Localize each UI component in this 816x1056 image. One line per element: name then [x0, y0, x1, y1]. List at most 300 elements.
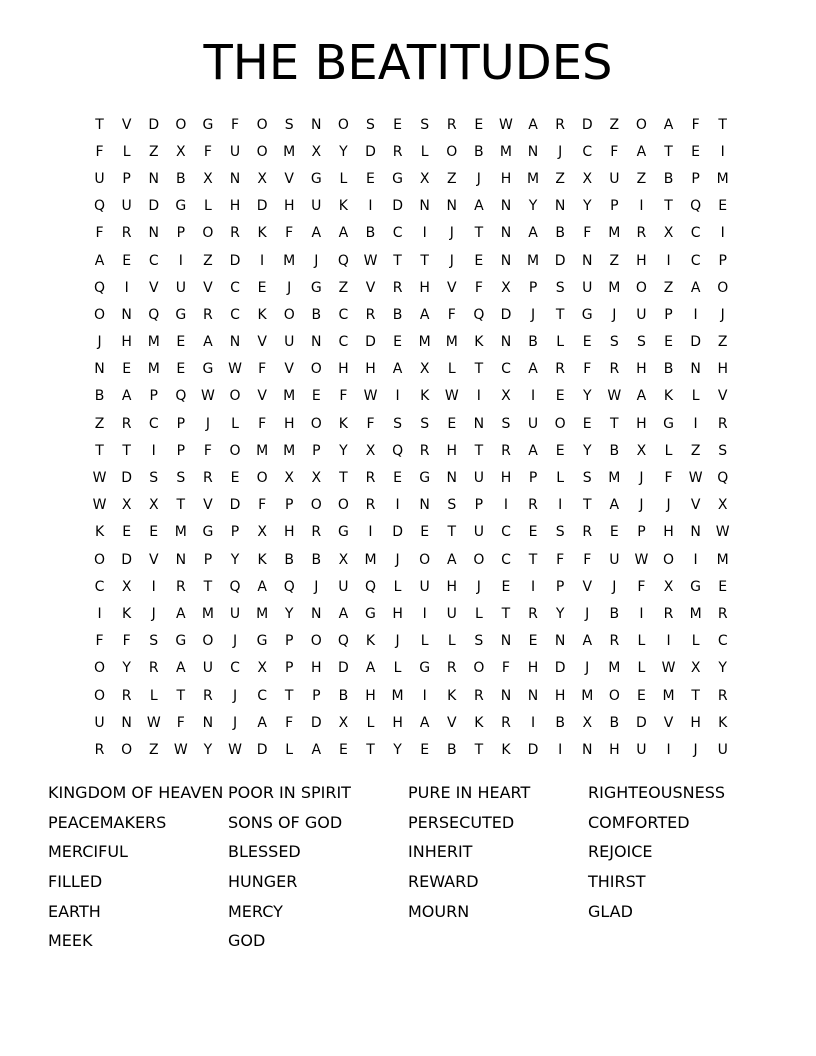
- grid-letter[interactable]: M: [608, 279, 621, 296]
- grid-letter[interactable]: I: [558, 497, 563, 514]
- grid-letter[interactable]: Y: [582, 198, 592, 215]
- grid-letter[interactable]: Y: [203, 741, 213, 758]
- grid-letter[interactable]: I: [368, 198, 373, 215]
- grid-letter[interactable]: F: [556, 551, 565, 568]
- grid-letter[interactable]: D: [365, 334, 376, 351]
- grid-letter[interactable]: P: [284, 633, 294, 650]
- grid-letter[interactable]: P: [312, 687, 321, 704]
- grid-letter[interactable]: P: [176, 225, 186, 242]
- grid-letter[interactable]: X: [121, 578, 132, 595]
- grid-letter[interactable]: D: [636, 714, 647, 731]
- grid-letter[interactable]: L: [691, 388, 700, 405]
- grid-letter[interactable]: W: [661, 660, 676, 677]
- grid-letter[interactable]: J: [449, 225, 454, 242]
- grid-letter[interactable]: T: [474, 741, 484, 758]
- grid-letter[interactable]: W: [499, 116, 513, 133]
- grid-letter[interactable]: O: [554, 415, 566, 432]
- grid-letter[interactable]: T: [176, 497, 186, 514]
- grid-letter[interactable]: S: [420, 415, 430, 432]
- grid-letter[interactable]: Y: [284, 605, 294, 622]
- grid-letter[interactable]: R: [473, 687, 484, 704]
- grid-letter[interactable]: T: [176, 687, 186, 704]
- grid-letter[interactable]: R: [203, 687, 213, 704]
- grid-letter[interactable]: H: [338, 361, 349, 378]
- grid-letter[interactable]: E: [474, 116, 484, 133]
- grid-letter[interactable]: M: [283, 252, 296, 269]
- grid-letter[interactable]: I: [639, 605, 644, 622]
- grid-letter[interactable]: E: [718, 578, 728, 595]
- grid-letter[interactable]: O: [202, 225, 214, 242]
- grid-letter[interactable]: Y: [718, 660, 727, 677]
- grid-letter[interactable]: V: [284, 361, 294, 378]
- grid-letter[interactable]: A: [338, 225, 349, 242]
- grid-letter[interactable]: L: [149, 687, 158, 704]
- grid-letter[interactable]: Z: [555, 170, 565, 187]
- grid-letter[interactable]: U: [121, 198, 132, 215]
- grid-letter[interactable]: H: [717, 361, 728, 378]
- grid-letter[interactable]: Y: [230, 551, 240, 568]
- grid-letter[interactable]: M: [689, 605, 702, 622]
- grid-letter[interactable]: B: [528, 334, 538, 351]
- grid-letter[interactable]: G: [175, 633, 187, 650]
- grid-letter[interactable]: L: [339, 170, 348, 187]
- grid-letter[interactable]: O: [229, 442, 241, 459]
- grid-letter[interactable]: C: [690, 225, 701, 242]
- grid-letter[interactable]: T: [555, 306, 565, 323]
- grid-letter[interactable]: W: [146, 714, 161, 731]
- grid-letter[interactable]: N: [554, 198, 566, 215]
- grid-letter[interactable]: W: [363, 252, 378, 269]
- grid-letter[interactable]: I: [260, 252, 265, 269]
- grid-letter[interactable]: C: [230, 306, 240, 323]
- grid-letter[interactable]: H: [311, 660, 322, 677]
- grid-letter[interactable]: E: [555, 442, 565, 459]
- grid-letter[interactable]: X: [176, 143, 186, 160]
- grid-letter[interactable]: Z: [609, 116, 620, 133]
- grid-letter[interactable]: N: [121, 714, 132, 731]
- grid-letter[interactable]: T: [501, 605, 511, 622]
- grid-letter[interactable]: N: [202, 714, 214, 731]
- grid-letter[interactable]: Y: [582, 388, 592, 405]
- grid-letter[interactable]: O: [473, 660, 485, 677]
- grid-letter[interactable]: F: [366, 415, 375, 432]
- grid-letter[interactable]: A: [609, 497, 620, 514]
- grid-letter[interactable]: P: [284, 660, 294, 677]
- grid-letter[interactable]: Q: [283, 578, 295, 595]
- grid-letter[interactable]: I: [666, 741, 671, 758]
- grid-letter[interactable]: H: [283, 524, 295, 541]
- grid-letter[interactable]: C: [338, 334, 349, 351]
- grid-letter[interactable]: F: [122, 633, 131, 650]
- grid-letter[interactable]: V: [148, 551, 159, 568]
- grid-letter[interactable]: L: [285, 741, 294, 758]
- grid-letter[interactable]: D: [256, 741, 268, 758]
- grid-letter[interactable]: R: [717, 605, 728, 622]
- grid-letter[interactable]: U: [284, 334, 295, 351]
- grid-letter[interactable]: L: [231, 415, 239, 432]
- grid-letter[interactable]: O: [94, 687, 106, 704]
- grid-letter[interactable]: K: [338, 415, 348, 432]
- grid-letter[interactable]: V: [203, 497, 213, 514]
- grid-letter[interactable]: N: [500, 198, 512, 215]
- grid-letter[interactable]: R: [121, 415, 132, 432]
- grid-letter[interactable]: V: [203, 279, 213, 296]
- grid-letter[interactable]: P: [664, 306, 673, 323]
- grid-letter[interactable]: O: [202, 633, 214, 650]
- grid-letter[interactable]: Q: [229, 578, 241, 595]
- grid-letter[interactable]: X: [148, 497, 159, 514]
- grid-letter[interactable]: Q: [337, 633, 349, 650]
- grid-letter[interactable]: T: [718, 116, 727, 133]
- grid-letter[interactable]: V: [690, 497, 701, 514]
- grid-letter[interactable]: P: [555, 578, 565, 595]
- grid-letter[interactable]: A: [528, 442, 538, 459]
- grid-letter[interactable]: M: [391, 687, 404, 704]
- grid-letter[interactable]: W: [634, 551, 649, 568]
- grid-letter[interactable]: A: [663, 116, 674, 133]
- grid-letter[interactable]: X: [419, 361, 430, 378]
- grid-letter[interactable]: A: [528, 116, 538, 133]
- grid-letter[interactable]: M: [527, 170, 540, 187]
- grid-letter[interactable]: V: [446, 714, 457, 731]
- grid-letter[interactable]: T: [95, 116, 104, 133]
- grid-letter[interactable]: S: [636, 334, 646, 351]
- grid-letter[interactable]: M: [418, 334, 431, 351]
- grid-letter[interactable]: H: [636, 415, 647, 432]
- grid-letter[interactable]: I: [178, 252, 183, 269]
- grid-letter[interactable]: U: [609, 170, 620, 187]
- grid-letter[interactable]: A: [419, 306, 430, 323]
- grid-letter[interactable]: Y: [122, 660, 131, 677]
- grid-letter[interactable]: X: [284, 470, 294, 487]
- grid-letter[interactable]: N: [121, 306, 132, 323]
- grid-letter[interactable]: W: [228, 361, 242, 378]
- grid-letter[interactable]: E: [447, 415, 457, 432]
- grid-letter[interactable]: B: [311, 306, 322, 323]
- grid-letter[interactable]: B: [446, 741, 457, 758]
- grid-letter[interactable]: R: [582, 524, 593, 541]
- grid-letter[interactable]: X: [338, 714, 349, 731]
- grid-letter[interactable]: X: [311, 143, 322, 160]
- grid-letter[interactable]: S: [176, 470, 186, 487]
- grid-letter[interactable]: G: [419, 470, 431, 487]
- grid-letter[interactable]: J: [720, 306, 725, 323]
- grid-letter[interactable]: J: [585, 660, 590, 677]
- grid-letter[interactable]: C: [501, 524, 511, 541]
- grid-letter[interactable]: O: [419, 551, 431, 568]
- grid-letter[interactable]: Q: [473, 306, 485, 323]
- grid-letter[interactable]: S: [393, 415, 403, 432]
- grid-letter[interactable]: K: [257, 551, 267, 568]
- grid-letter[interactable]: R: [555, 116, 565, 133]
- grid-letter[interactable]: K: [663, 388, 674, 405]
- grid-letter[interactable]: I: [720, 143, 725, 160]
- grid-letter[interactable]: C: [230, 660, 240, 677]
- grid-letter[interactable]: Z: [94, 415, 105, 432]
- grid-letter[interactable]: X: [257, 170, 267, 187]
- grid-letter[interactable]: O: [94, 551, 106, 568]
- grid-letter[interactable]: H: [554, 687, 566, 704]
- grid-letter[interactable]: A: [528, 225, 538, 242]
- grid-letter[interactable]: J: [314, 578, 319, 595]
- grid-letter[interactable]: F: [258, 361, 267, 378]
- grid-letter[interactable]: O: [446, 143, 458, 160]
- grid-letter[interactable]: F: [610, 143, 619, 160]
- grid-letter[interactable]: S: [284, 116, 294, 133]
- grid-letter[interactable]: M: [174, 524, 187, 541]
- grid-letter[interactable]: X: [690, 660, 701, 677]
- grid-letter[interactable]: N: [473, 415, 485, 432]
- grid-letter[interactable]: X: [501, 279, 511, 296]
- grid-letter[interactable]: N: [527, 143, 539, 160]
- grid-letter[interactable]: N: [311, 605, 322, 622]
- grid-letter[interactable]: Q: [392, 442, 404, 459]
- grid-letter[interactable]: R: [365, 306, 376, 323]
- grid-letter[interactable]: G: [310, 170, 322, 187]
- grid-letter[interactable]: E: [176, 334, 186, 351]
- grid-letter[interactable]: J: [530, 306, 536, 323]
- grid-letter[interactable]: H: [500, 170, 512, 187]
- grid-letter[interactable]: I: [530, 714, 536, 731]
- grid-letter[interactable]: T: [366, 741, 375, 758]
- grid-letter[interactable]: T: [664, 143, 673, 160]
- grid-letter[interactable]: F: [501, 660, 510, 677]
- grid-letter[interactable]: E: [393, 470, 402, 487]
- grid-letter[interactable]: C: [501, 361, 511, 378]
- grid-letter[interactable]: A: [392, 361, 403, 378]
- grid-letter[interactable]: X: [121, 497, 132, 514]
- grid-letter[interactable]: N: [554, 633, 566, 650]
- grid-letter[interactable]: B: [392, 306, 403, 323]
- grid-letter[interactable]: J: [314, 252, 319, 269]
- grid-letter[interactable]: Q: [94, 198, 106, 215]
- grid-letter[interactable]: E: [122, 252, 132, 269]
- grid-letter[interactable]: T: [474, 225, 484, 242]
- grid-letter[interactable]: I: [693, 415, 698, 432]
- grid-letter[interactable]: K: [122, 605, 132, 622]
- grid-letter[interactable]: S: [555, 279, 565, 296]
- grid-letter[interactable]: U: [338, 578, 349, 595]
- grid-letter[interactable]: I: [395, 388, 400, 405]
- grid-letter[interactable]: D: [148, 198, 160, 215]
- grid-letter[interactable]: X: [419, 170, 430, 187]
- grid-letter[interactable]: D: [338, 660, 349, 677]
- grid-letter[interactable]: H: [609, 741, 620, 758]
- grid-letter[interactable]: I: [558, 741, 563, 758]
- grid-letter[interactable]: K: [447, 687, 457, 704]
- grid-letter[interactable]: X: [365, 442, 376, 459]
- grid-letter[interactable]: H: [419, 279, 430, 296]
- grid-letter[interactable]: N: [690, 524, 701, 541]
- grid-letter[interactable]: B: [284, 551, 294, 568]
- grid-letter[interactable]: D: [392, 524, 403, 541]
- grid-letter[interactable]: E: [338, 741, 348, 758]
- grid-letter[interactable]: H: [283, 415, 295, 432]
- grid-letter[interactable]: N: [581, 252, 593, 269]
- grid-letter[interactable]: K: [94, 524, 105, 541]
- grid-letter[interactable]: M: [527, 252, 540, 269]
- grid-letter[interactable]: M: [716, 551, 729, 568]
- grid-letter[interactable]: E: [230, 470, 240, 487]
- grid-letter[interactable]: F: [447, 306, 456, 323]
- grid-letter[interactable]: E: [122, 524, 132, 541]
- grid-letter[interactable]: T: [95, 442, 104, 459]
- grid-letter[interactable]: T: [474, 361, 484, 378]
- grid-letter[interactable]: I: [530, 388, 536, 405]
- grid-letter[interactable]: U: [94, 714, 105, 731]
- grid-letter[interactable]: P: [284, 497, 294, 514]
- grid-letter[interactable]: E: [176, 361, 186, 378]
- grid-letter[interactable]: U: [527, 415, 539, 432]
- grid-letter[interactable]: I: [124, 279, 129, 296]
- grid-letter[interactable]: K: [257, 225, 267, 242]
- grid-letter[interactable]: Z: [690, 442, 701, 459]
- grid-letter[interactable]: A: [636, 143, 647, 160]
- grid-letter[interactable]: L: [447, 361, 456, 378]
- grid-letter[interactable]: R: [501, 714, 511, 731]
- grid-letter[interactable]: A: [582, 633, 593, 650]
- grid-letter[interactable]: S: [474, 633, 484, 650]
- grid-letter[interactable]: U: [473, 524, 484, 541]
- grid-letter[interactable]: G: [175, 306, 187, 323]
- grid-letter[interactable]: R: [175, 578, 186, 595]
- grid-letter[interactable]: B: [365, 225, 376, 242]
- grid-letter[interactable]: U: [175, 279, 186, 296]
- grid-letter[interactable]: Z: [636, 170, 647, 187]
- grid-letter[interactable]: A: [528, 361, 538, 378]
- grid-letter[interactable]: E: [691, 143, 701, 160]
- grid-letter[interactable]: E: [582, 334, 592, 351]
- grid-letter[interactable]: N: [500, 225, 512, 242]
- grid-letter[interactable]: M: [283, 143, 296, 160]
- grid-letter[interactable]: R: [365, 470, 376, 487]
- grid-letter[interactable]: R: [555, 361, 565, 378]
- grid-letter[interactable]: Q: [337, 252, 349, 269]
- grid-letter[interactable]: X: [338, 551, 349, 568]
- grid-letter[interactable]: J: [151, 605, 156, 622]
- grid-letter[interactable]: U: [636, 741, 647, 758]
- grid-letter[interactable]: Q: [690, 198, 702, 215]
- grid-letter[interactable]: V: [121, 116, 132, 133]
- grid-letter[interactable]: S: [609, 334, 619, 351]
- grid-letter[interactable]: U: [202, 660, 214, 677]
- grid-letter[interactable]: U: [229, 143, 241, 160]
- grid-letter[interactable]: Z: [148, 741, 159, 758]
- grid-letter[interactable]: V: [257, 388, 267, 405]
- grid-letter[interactable]: F: [339, 388, 348, 405]
- grid-letter[interactable]: P: [230, 524, 240, 541]
- grid-letter[interactable]: T: [447, 524, 457, 541]
- grid-letter[interactable]: J: [232, 633, 238, 650]
- grid-letter[interactable]: R: [609, 633, 620, 650]
- grid-letter[interactable]: P: [122, 170, 131, 187]
- grid-letter[interactable]: L: [637, 633, 646, 650]
- grid-letter[interactable]: U: [311, 198, 322, 215]
- grid-letter[interactable]: B: [176, 170, 186, 187]
- grid-letter[interactable]: C: [148, 415, 159, 432]
- grid-letter[interactable]: F: [203, 442, 212, 459]
- grid-letter[interactable]: H: [392, 714, 403, 731]
- grid-letter[interactable]: C: [392, 225, 403, 242]
- grid-letter[interactable]: T: [122, 442, 131, 459]
- grid-letter[interactable]: A: [203, 334, 213, 351]
- grid-letter[interactable]: Y: [393, 741, 402, 758]
- grid-letter[interactable]: Z: [203, 252, 213, 269]
- grid-letter[interactable]: O: [256, 116, 268, 133]
- grid-letter[interactable]: Z: [609, 252, 620, 269]
- grid-letter[interactable]: R: [528, 497, 538, 514]
- grid-letter[interactable]: I: [720, 225, 725, 242]
- grid-letter[interactable]: B: [663, 170, 674, 187]
- grid-letter[interactable]: E: [366, 170, 375, 187]
- grid-letter[interactable]: L: [393, 578, 402, 595]
- grid-letter[interactable]: S: [447, 497, 457, 514]
- grid-letter[interactable]: G: [202, 116, 214, 133]
- grid-letter[interactable]: R: [609, 361, 620, 378]
- grid-letter[interactable]: I: [476, 388, 481, 405]
- grid-letter[interactable]: M: [608, 660, 621, 677]
- grid-letter[interactable]: M: [147, 361, 160, 378]
- grid-letter[interactable]: I: [503, 497, 509, 514]
- grid-letter[interactable]: K: [501, 741, 511, 758]
- grid-letter[interactable]: I: [368, 524, 373, 541]
- grid-letter[interactable]: F: [285, 714, 294, 731]
- grid-letter[interactable]: X: [582, 170, 593, 187]
- grid-letter[interactable]: X: [582, 714, 593, 731]
- grid-letter[interactable]: A: [446, 551, 457, 568]
- grid-letter[interactable]: J: [395, 633, 400, 650]
- grid-letter[interactable]: V: [148, 279, 159, 296]
- grid-letter[interactable]: M: [608, 225, 621, 242]
- grid-letter[interactable]: X: [636, 442, 647, 459]
- grid-letter[interactable]: Z: [717, 334, 728, 351]
- grid-letter[interactable]: R: [94, 741, 105, 758]
- grid-letter[interactable]: C: [94, 578, 105, 595]
- grid-letter[interactable]: A: [176, 605, 186, 622]
- grid-letter[interactable]: H: [446, 578, 458, 595]
- grid-letter[interactable]: O: [337, 116, 349, 133]
- grid-letter[interactable]: P: [637, 524, 646, 541]
- grid-letter[interactable]: S: [149, 470, 159, 487]
- grid-letter[interactable]: P: [312, 442, 321, 459]
- grid-letter[interactable]: G: [392, 170, 403, 187]
- grid-letter[interactable]: S: [555, 524, 565, 541]
- grid-letter[interactable]: H: [690, 714, 701, 731]
- grid-letter[interactable]: S: [501, 415, 511, 432]
- grid-letter[interactable]: J: [395, 551, 400, 568]
- grid-letter[interactable]: L: [637, 660, 646, 677]
- grid-letter[interactable]: I: [422, 605, 427, 622]
- grid-letter[interactable]: Y: [582, 442, 592, 459]
- grid-letter[interactable]: J: [612, 306, 617, 323]
- grid-letter[interactable]: K: [365, 633, 376, 650]
- grid-letter[interactable]: E: [420, 741, 430, 758]
- grid-letter[interactable]: A: [474, 198, 484, 215]
- grid-letter[interactable]: B: [663, 361, 674, 378]
- grid-letter[interactable]: A: [257, 578, 267, 595]
- grid-letter[interactable]: J: [287, 279, 292, 296]
- grid-letter[interactable]: B: [609, 442, 620, 459]
- grid-letter[interactable]: M: [283, 442, 296, 459]
- grid-letter[interactable]: A: [311, 225, 322, 242]
- grid-letter[interactable]: H: [392, 605, 403, 622]
- grid-letter[interactable]: H: [527, 660, 539, 677]
- grid-letter[interactable]: X: [663, 225, 674, 242]
- grid-letter[interactable]: W: [607, 388, 622, 405]
- grid-letter[interactable]: Y: [528, 198, 538, 215]
- grid-letter[interactable]: E: [664, 334, 673, 351]
- grid-letter[interactable]: E: [582, 415, 592, 432]
